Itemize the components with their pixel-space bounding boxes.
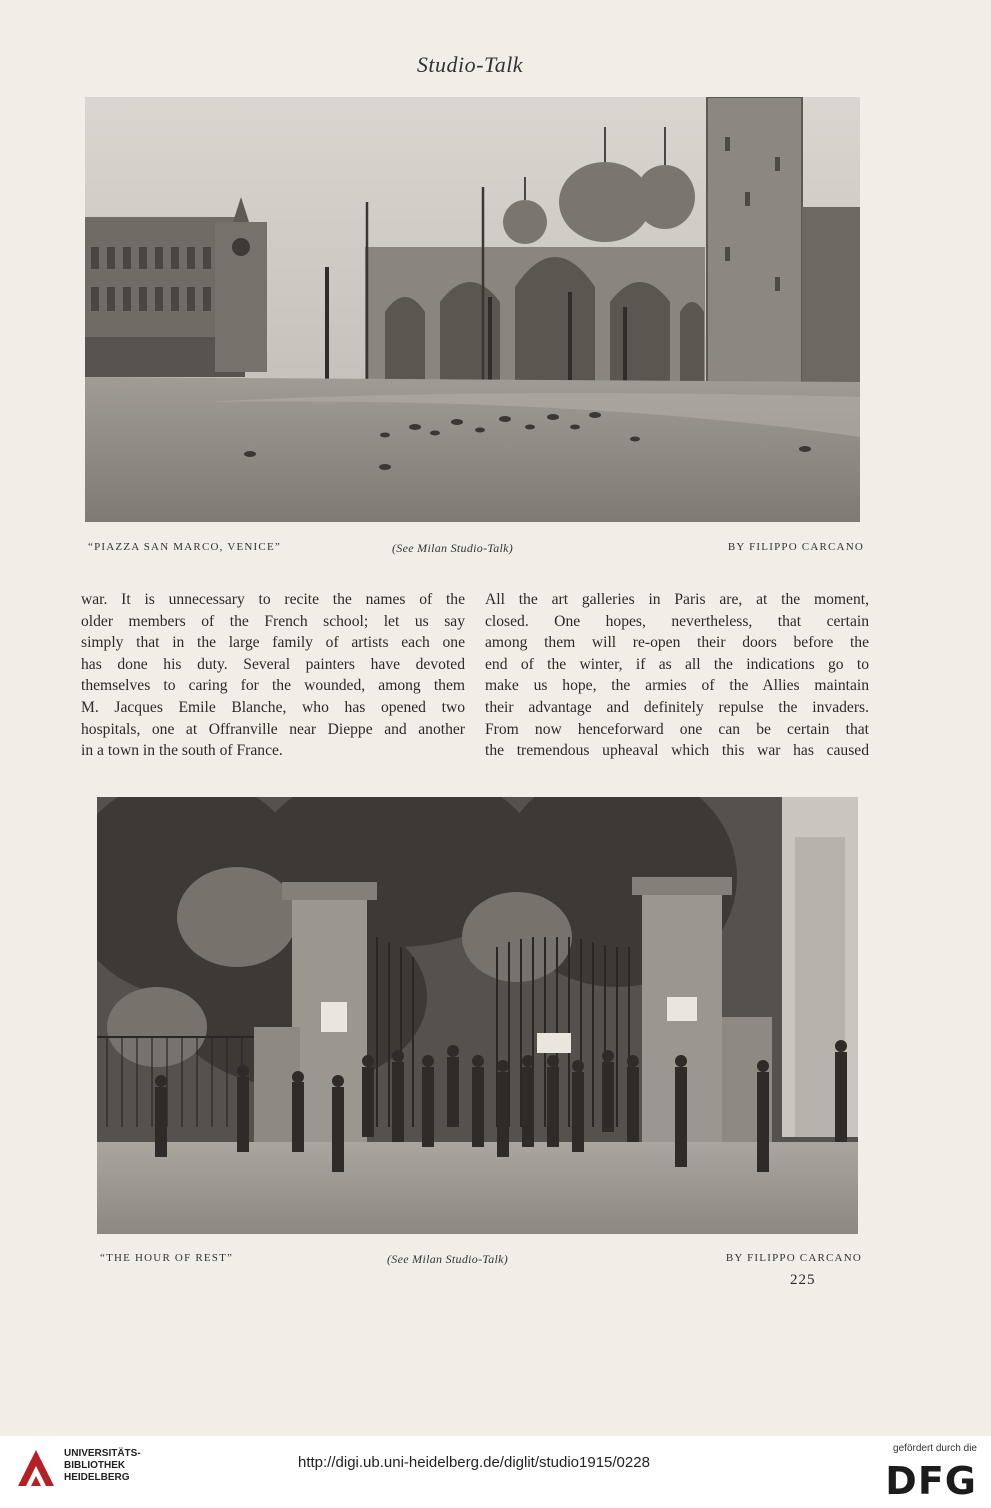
plate-piazza-san-marco (85, 97, 860, 522)
caption-title: “THE HOUR OF REST” (100, 1252, 234, 1264)
text-line: M. Jacques Emile Blanche, who has opened two (81, 698, 465, 716)
funder-label: gefördert durch die (893, 1443, 977, 1454)
plate-hour-of-rest (97, 797, 858, 1234)
running-head: Studio-Talk (416, 52, 524, 77)
library-name (64, 1448, 141, 1484)
plate-caption-piazza (88, 541, 864, 557)
text-line: simply that in the large family of artists each one (81, 634, 465, 652)
text-line: the tremendous upheaval which this war has caused (485, 742, 869, 760)
text-line: has done his duty. Several painters have devoted (81, 655, 465, 673)
text-line: war. It is unnecessary to recite the names of the (81, 591, 465, 608)
text-line: All the art galleries in Paris are, at the moment, (485, 591, 869, 608)
text-line: From now henceforward one can be certain that (485, 720, 869, 738)
university-library-logo (14, 1444, 58, 1490)
caption-title: “PIAZZA SAN MARCO, VENICE” (88, 541, 281, 553)
text-line: themselves to caring for the wounded, among them (81, 677, 465, 695)
piazza-san-marco-illustration (85, 97, 860, 522)
text-line: among them will re-open their doors before the (485, 634, 869, 652)
library-name-line: BIBLIOTHEK (64, 1460, 126, 1471)
caption-artist: BY FILIPPO CARCANO (727, 541, 864, 553)
digitization-footer (0, 1436, 991, 1508)
page-number: 225 (790, 1272, 816, 1288)
text-line: older members of the French school; let us say (81, 612, 465, 630)
text-line: make us hope, the armies of the Allies maintain (485, 677, 869, 695)
library-name-line: UNIVERSITÄTS- (64, 1448, 141, 1459)
hour-of-rest-illustration (97, 797, 858, 1234)
caption-reference: (See Milan Studio-Talk) (387, 1252, 509, 1266)
source-url-link[interactable]: http://digi.ub.uni-heidelberg.de/diglit/studio1915/0228 (298, 1454, 650, 1471)
library-name-line: HEIDELBERG (64, 1472, 130, 1483)
plate-caption-hour-of-rest (100, 1252, 862, 1268)
text-line: closed. One hopes, nevertheless, that certain (485, 612, 869, 630)
text-line: hospitals, one at Offranville near Dieppe and another (81, 720, 465, 738)
text-line: end of the winter, if as all the indications go to (485, 655, 869, 673)
text-column-left (81, 589, 465, 762)
dfg-logo: DFG (885, 1459, 977, 1503)
text-column-right (485, 589, 869, 762)
text-line: their advantage and definitely repulse the invaders. (485, 698, 869, 716)
text-line: in a town in the south of France. (81, 742, 283, 760)
caption-artist: BY FILIPPO CARCANO (725, 1252, 862, 1264)
caption-reference: (See Milan Studio-Talk) (392, 541, 514, 555)
